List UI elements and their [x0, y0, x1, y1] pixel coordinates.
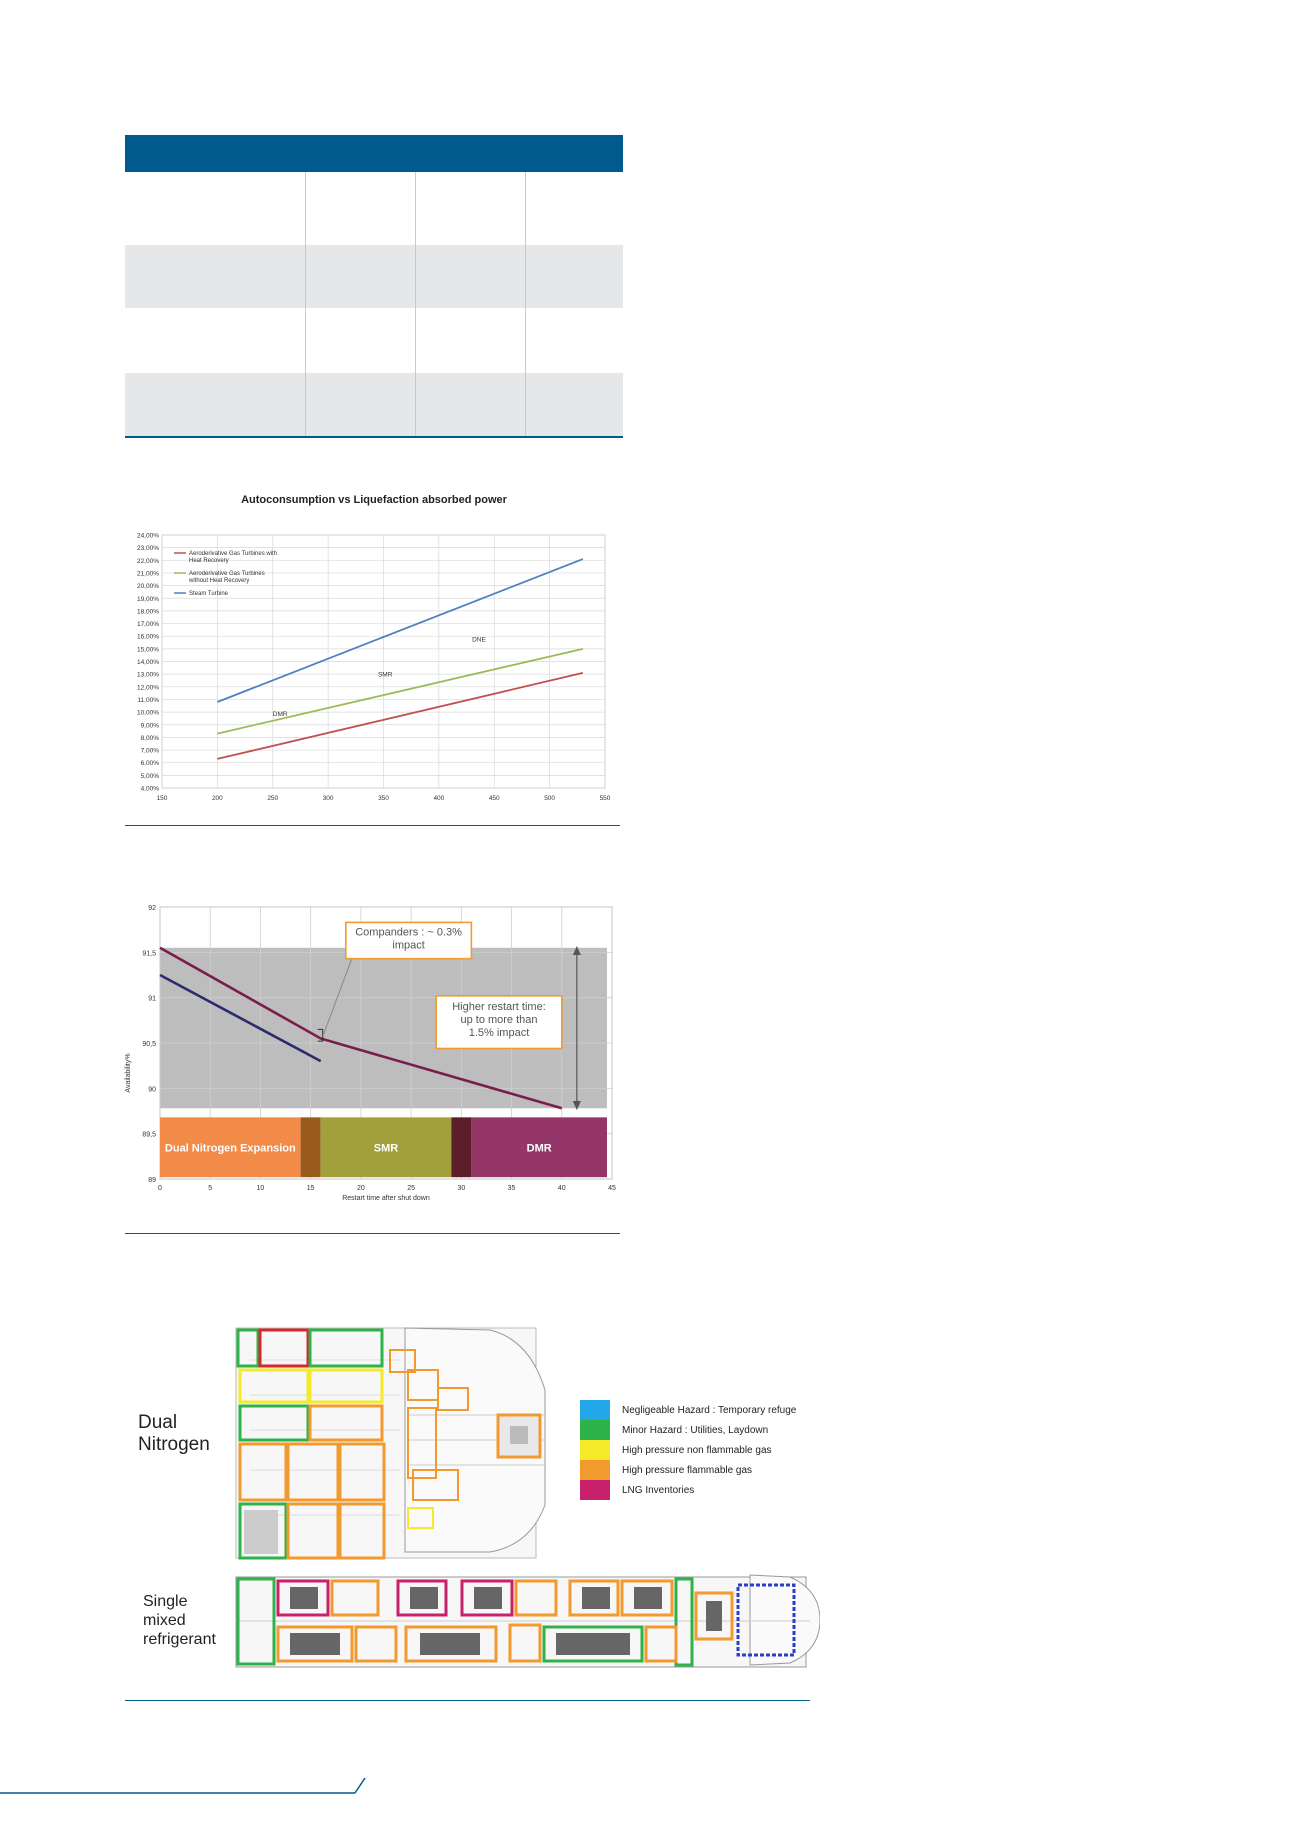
table-row [125, 245, 623, 308]
x-tick-label: 20 [356, 1185, 365, 1192]
y-tick-label: 11,00% [137, 696, 159, 704]
y-axis-label: Availability% [125, 1053, 132, 1093]
x-tick-label: 45 [608, 1185, 616, 1192]
table-row [125, 308, 623, 373]
y-tick-label: 90,5 [142, 1041, 156, 1048]
table-row [125, 373, 623, 436]
footer-rule [0, 1768, 380, 1798]
y-tick-label: 23,00% [136, 545, 159, 553]
chart-annotation: DMR [272, 710, 288, 718]
legend-item [580, 1480, 796, 1500]
table-row [125, 172, 623, 245]
legend-label: High pressure non flammable gas [622, 1444, 772, 1456]
legend-swatch [580, 1480, 610, 1500]
x-axis-label: Restart time after shut down [342, 1195, 430, 1202]
table-header [125, 135, 623, 172]
x-tick-label: 550 [599, 795, 611, 802]
chart2-svg [120, 895, 630, 1215]
dual-nitrogen-deck-plan [230, 1320, 560, 1560]
diagram-rule [125, 1700, 810, 1701]
legend-label: LNG Inventories [622, 1484, 695, 1496]
x-tick-label: 250 [267, 795, 279, 802]
y-tick-label: 14,00% [136, 659, 159, 666]
y-tick-label: 19,00% [136, 595, 159, 603]
legend-swatch [580, 1460, 610, 1480]
x-tick-label: 25 [407, 1185, 416, 1192]
legend-item [580, 1400, 796, 1420]
legend-swatch [580, 1400, 610, 1420]
y-tick-label: 17,00% [136, 621, 159, 629]
y-tick-label: 90 [148, 1086, 156, 1094]
single-mixed-label [143, 1592, 216, 1649]
chart1-svg [125, 520, 625, 810]
x-tick-label: 30 [457, 1185, 466, 1192]
legend-label: Aeroderivative Gas Turbines with Heat Recovery [189, 551, 278, 564]
x-tick-label: 0 [158, 1185, 162, 1192]
legend-label: Aeroderivative Gas Turbines without Heat Recovery [189, 571, 265, 584]
x-tick-label: 300 [322, 795, 334, 802]
y-tick-label: 7,00% [140, 747, 159, 755]
callout-text: Companders : ~ 0.3% [355, 926, 462, 939]
y-tick-label: 24,00% [136, 532, 159, 540]
legend-swatch [580, 1440, 610, 1460]
callout-text: 1.5% impact [468, 1026, 530, 1039]
y-tick-label: 5,00% [140, 772, 159, 780]
single-mixed-refrigerant-deck-plan [230, 1565, 820, 1670]
process-band-label: Dual Nitrogen Expansion [164, 1142, 296, 1155]
data-table [125, 135, 623, 438]
callout-text: Higher restart time: [452, 1000, 546, 1013]
y-tick-label: 22,00% [136, 557, 159, 565]
process-band [301, 1117, 321, 1177]
x-tick-label: 150 [156, 795, 168, 802]
chart-annotation: SMR [377, 671, 393, 679]
mixed-label-line: mixed [143, 1612, 186, 1629]
y-tick-label: 4,00% [140, 785, 159, 793]
x-tick-label: 40 [557, 1185, 566, 1192]
y-tick-label: 9,00% [140, 722, 159, 730]
x-tick-label: 350 [378, 795, 389, 802]
y-tick-label: 89,5 [142, 1131, 156, 1139]
y-tick-label: 15,00% [136, 646, 159, 654]
legend-label: Steam Turbine [189, 591, 229, 597]
x-tick-label: 200 [211, 795, 223, 802]
y-tick-label: 16,00% [136, 633, 159, 641]
refrigerant-label-line: refrigerant [143, 1631, 216, 1648]
legend-label: Minor Hazard : Utilities, Laydown [622, 1424, 769, 1436]
legend-item [580, 1460, 796, 1480]
x-tick-label: 15 [306, 1185, 315, 1192]
y-tick-label: 13,00% [136, 671, 159, 679]
process-band [451, 1117, 471, 1177]
process-band-label: SMR [373, 1142, 399, 1155]
y-tick-label: 10,00% [136, 709, 159, 717]
x-tick-label: 10 [256, 1185, 265, 1192]
table-bottom-rule [125, 436, 623, 438]
chart1-rule [125, 825, 620, 826]
legend-swatch [580, 1420, 610, 1440]
callout-text: up to more than [460, 1013, 538, 1026]
x-tick-label: 450 [488, 795, 500, 802]
y-tick-label: 12,00% [136, 684, 159, 692]
x-tick-label: 500 [544, 795, 556, 802]
y-tick-label: 18,00% [136, 608, 159, 616]
y-tick-label: 92 [148, 905, 156, 912]
x-tick-label: 5 [208, 1185, 213, 1192]
legend-label: High pressure flammable gas [622, 1464, 753, 1476]
y-tick-label: 89 [148, 1177, 156, 1184]
chart-annotation: DNE [472, 636, 486, 644]
y-tick-label: 20,00% [136, 583, 159, 591]
legend-item [580, 1440, 796, 1460]
process-band-label: DMR [526, 1142, 552, 1155]
legend-label: Negligeable Hazard : Temporary refuge [622, 1404, 797, 1416]
x-tick-label: 35 [507, 1185, 516, 1192]
hazard-legend [580, 1400, 796, 1500]
chart1-title: Autoconsumption vs Liquefaction absorbed power [241, 494, 507, 506]
dual-nitrogen-label [138, 1412, 210, 1456]
y-tick-label: 8,00% [140, 734, 159, 742]
y-tick-label: 6,00% [140, 760, 159, 768]
nitrogen-label-line: Nitrogen [138, 1434, 210, 1455]
callout-text: impact [392, 939, 425, 952]
y-tick-label: 91,5 [142, 950, 156, 958]
dual-label-line: Dual [138, 1412, 178, 1433]
x-tick-label: 400 [433, 795, 445, 802]
single-label-line: Single [143, 1593, 188, 1610]
y-tick-label: 21,00% [136, 570, 159, 578]
legend-item [580, 1420, 796, 1440]
y-tick-label: 91 [148, 995, 156, 1003]
chart2-rule [125, 1233, 620, 1234]
